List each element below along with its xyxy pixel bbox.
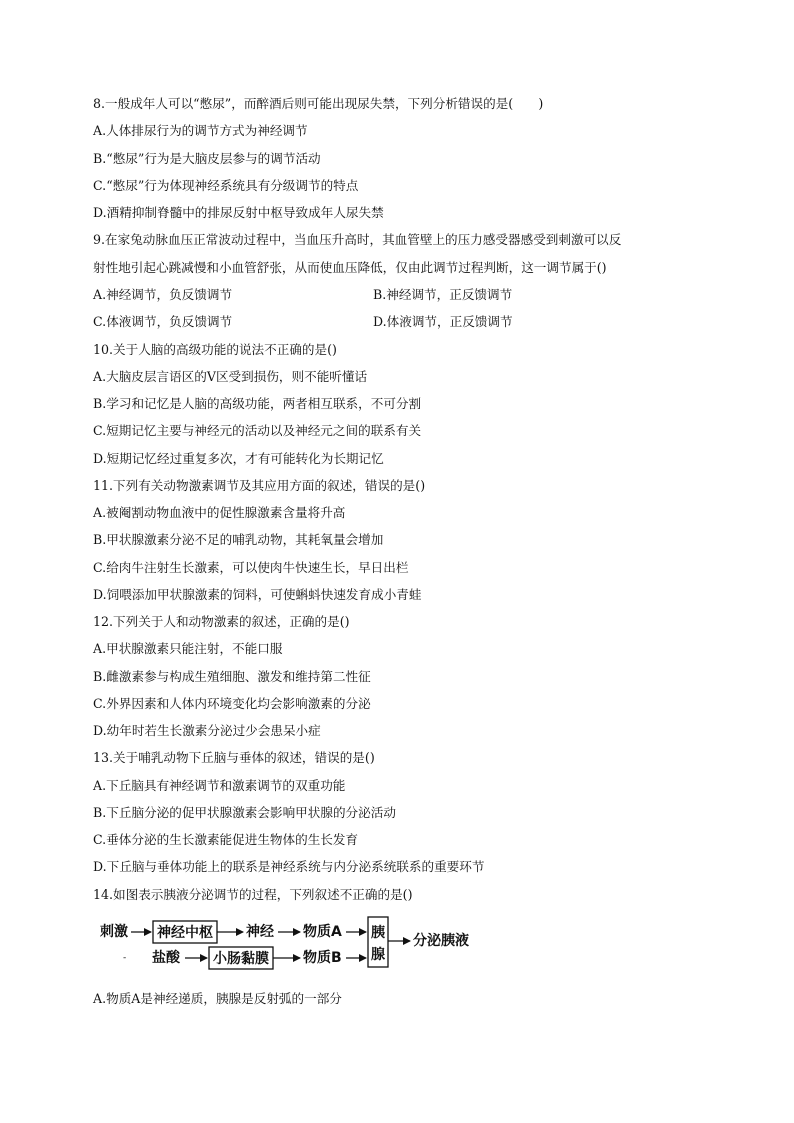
q10-option-c: C.短期记忆主要与神经元的活动以及神经元之间的联系有关 [93, 423, 422, 438]
diagram-stimulus-label: 刺激 [100, 924, 128, 940]
q12-stem: 12.下列关于人和动物激素的叙述，正确的是() [93, 614, 350, 629]
q13-option-b: B.下丘脑分泌的促甲状腺激素会影响甲状腺的分泌活动 [93, 805, 396, 820]
pancreas-regulation-diagram [93, 912, 493, 974]
q9-option-b: B.神经调节，正反馈调节 [373, 287, 513, 302]
q14-option-a: A.物质A是神经递质，胰腺是反射弧的一部分 [93, 991, 342, 1006]
diagram-stray-mark: - [123, 953, 127, 963]
q8-option-c: C.“憋尿”行为体现神经系统具有分级调节的特点 [93, 178, 359, 193]
q10-option-b: B.学习和记忆是人脑的高级功能，两者相互联系，不可分割 [93, 396, 422, 411]
diagram-output-label: 分泌胰液 [413, 933, 469, 949]
q12-option-c: C.外界因素和人体内环境变化均会影响激素的分泌 [93, 696, 371, 711]
q11-stem: 11.下列有关动物激素调节及其应用方面的叙述，错误的是() [93, 478, 426, 493]
q9-stem-line2: 射性地引起心跳减慢和小血管舒张，从而使血压降低，仅由此调节过程判断，这一调节属于() [93, 260, 607, 275]
q9-options-row1 [93, 286, 733, 304]
diagram-pancreas-char-1: 胰 [371, 925, 385, 941]
diagram-pancreas-char-2: 腺 [371, 947, 385, 963]
q14-stem: 14.如图表示胰液分泌调节的过程，下列叙述不正确的是() [93, 887, 413, 902]
q9-options-row2 [93, 313, 733, 331]
q11-option-b: B.甲状腺激素分泌不足的哺乳动物，其耗氧量会增加 [93, 532, 384, 547]
q10-option-d: D.短期记忆经过重复多次，才有可能转化为长期记忆 [93, 451, 384, 466]
q12-option-b: B.雌激素参与构成生殖细胞、激发和维持第二性征 [93, 669, 371, 684]
q8-option-d: D.酒精抑制脊髓中的排尿反射中枢导致成年人尿失禁 [93, 205, 384, 220]
q8-option-a: A.人体排尿行为的调节方式为神经调节 [93, 123, 308, 138]
q11-option-d: D.饲喂添加甲状腺激素的饲料，可使蝌蚪快速发育成小青蛙 [93, 587, 422, 602]
diagram-mucosa-label: 小肠黏膜 [213, 951, 269, 967]
q9-option-a: A.神经调节，负反馈调节 [93, 287, 233, 302]
diagram-substance-a-label: 物质A [303, 924, 342, 940]
diagram-center-label: 神经中枢 [157, 925, 213, 941]
diagram-substance-b-label: 物质B [303, 950, 342, 966]
q12-option-d: D.幼年时若生长激素分泌过少会患呆小症 [93, 723, 321, 738]
q13-option-a: A.下丘脑具有神经调节和激素调节的双重功能 [93, 778, 346, 793]
q12-option-a: A.甲状腺激素只能注射，不能口服 [93, 641, 283, 656]
diagram-nerve-label: 神经 [246, 924, 274, 940]
q8-option-b: B.“憋尿”行为是大脑皮层参与的调节活动 [93, 151, 321, 166]
q8-stem: 8.一般成年人可以“憋尿”，而醉酒后则可能出现尿失禁，下列分析错误的是( ) [93, 96, 544, 111]
q9-option-c: C.体液调节，负反馈调节 [93, 314, 233, 329]
q10-option-a: A.大脑皮层言语区的V区受到损伤，则不能听懂话 [93, 369, 368, 384]
q10-stem: 10.关于人脑的高级功能的说法不正确的是() [93, 342, 337, 357]
q11-option-a: A.被阉割动物血液中的促性腺激素含量将升高 [93, 505, 346, 520]
q9-stem-line1: 9.在家兔动脉血压正常波动过程中，当血压升高时，其血管壁上的压力感受器感受到刺激可以反 [93, 232, 622, 247]
diagram-acid-label: 盐酸 [152, 950, 180, 966]
q13-stem: 13.关于哺乳动物下丘脑与垂体的叙述，错误的是() [93, 750, 375, 765]
q9-option-d: D.体液调节，正反馈调节 [373, 314, 513, 329]
q13-option-c: C.垂体分泌的生长激素能促进生物体的生长发育 [93, 832, 359, 847]
q11-option-c: C.给肉牛注射生长激素，可以使肉牛快速生长，早日出栏 [93, 560, 409, 575]
q13-option-d: D.下丘脑与垂体功能上的联系是神经系统与内分泌系统联系的重要环节 [93, 859, 485, 874]
